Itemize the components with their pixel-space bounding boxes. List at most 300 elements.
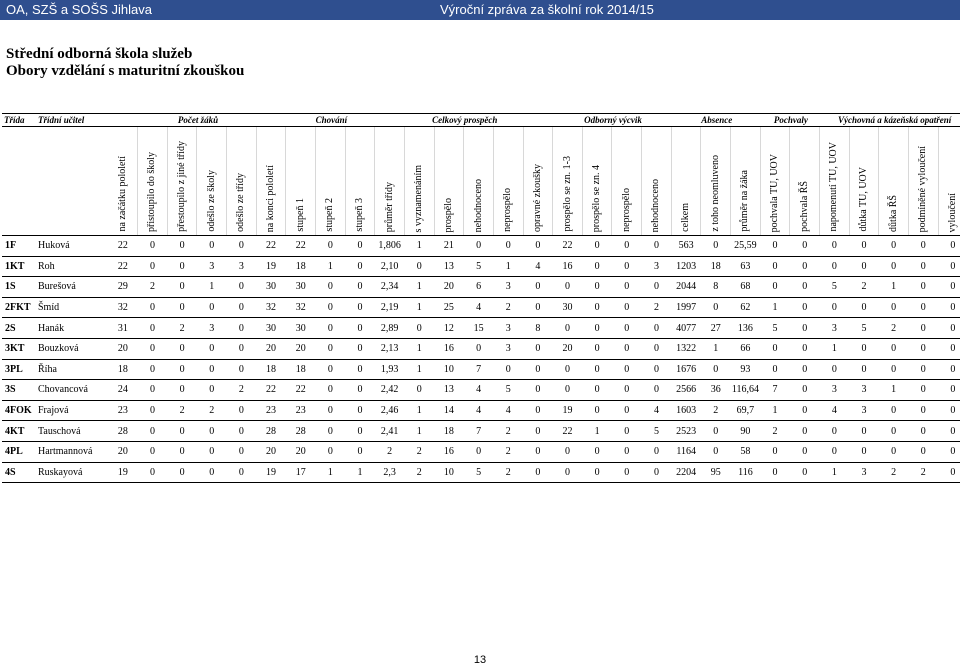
column-header [316, 127, 346, 236]
report-title: Výroční zpráva za školní rok 2014/15 [440, 2, 654, 17]
value-cell: 5 [642, 421, 672, 442]
value-cell: 0 [938, 256, 960, 277]
column-header-label: prospělo [442, 197, 454, 232]
value-cell: 2 [642, 297, 672, 318]
value-cell: 0 [345, 256, 375, 277]
value-cell: 0 [582, 380, 612, 401]
value-cell: 0 [908, 297, 938, 318]
group-pupil-count: Počet žáků [108, 114, 286, 127]
value-cell: 0 [908, 400, 938, 421]
column-header [879, 127, 909, 236]
value-cell: 1 [760, 400, 790, 421]
class-statistics-table [2, 113, 960, 483]
value-cell: 0 [167, 297, 197, 318]
column-header-label: důtka ŘŠ [887, 195, 899, 232]
value-cell: 0 [612, 338, 642, 359]
value-cell: 1203 [671, 256, 701, 277]
value-cell: 0 [820, 236, 850, 257]
value-cell: 0 [582, 256, 612, 277]
value-cell: 1 [404, 359, 434, 380]
value-cell: 0 [345, 318, 375, 339]
value-cell: 1164 [671, 441, 701, 462]
value-cell: 19 [256, 256, 286, 277]
blank-header [2, 127, 36, 236]
value-cell: 62 [731, 297, 761, 318]
value-cell: 0 [493, 359, 523, 380]
school-name: OA, SZŠ a SOŠS Jihlava [6, 2, 152, 17]
value-cell: 0 [642, 462, 672, 483]
value-cell: 16 [553, 256, 583, 277]
value-cell: 0 [316, 236, 346, 257]
value-cell: 1 [879, 380, 909, 401]
value-cell: 0 [138, 462, 168, 483]
value-cell: 0 [523, 380, 553, 401]
value-cell: 0 [582, 297, 612, 318]
value-cell: 20 [108, 338, 138, 359]
value-cell: 2 [138, 277, 168, 298]
value-cell: 1 [197, 277, 227, 298]
value-cell: 0 [849, 421, 879, 442]
column-header-label: pochvala ŘŠ [798, 181, 810, 232]
column-header-label: s vyznamenáním [413, 164, 425, 232]
value-cell: 1 [760, 297, 790, 318]
column-header [760, 127, 790, 236]
value-cell: 0 [701, 421, 731, 442]
value-cell: 4 [464, 400, 494, 421]
value-cell: 0 [790, 421, 820, 442]
column-header [493, 127, 523, 236]
value-cell: 0 [227, 462, 257, 483]
value-cell: 3 [197, 256, 227, 277]
teacher-cell: Bouzková [36, 338, 108, 359]
value-cell: 4 [464, 380, 494, 401]
value-cell: 24 [108, 380, 138, 401]
value-cell: 1 [316, 462, 346, 483]
value-cell: 0 [582, 338, 612, 359]
value-cell: 0 [227, 421, 257, 442]
value-cell: 0 [345, 297, 375, 318]
value-cell: 2566 [671, 380, 701, 401]
value-cell: 2 [879, 462, 909, 483]
value-cell: 31 [108, 318, 138, 339]
section-title: Střední odborná škola služeb [6, 46, 193, 62]
class-cell: 3KT [2, 338, 36, 359]
teacher-cell: Hartmannová [36, 441, 108, 462]
value-cell: 14 [434, 400, 464, 421]
value-cell: 1 [404, 421, 434, 442]
value-cell: 7 [464, 421, 494, 442]
value-cell: 0 [938, 462, 960, 483]
teacher-cell: Hanák [36, 318, 108, 339]
value-cell: 15 [464, 318, 494, 339]
group-behaviour: Chování [286, 114, 375, 127]
value-cell: 0 [908, 318, 938, 339]
value-cell: 2204 [671, 462, 701, 483]
column-header [553, 127, 583, 236]
table-row [2, 421, 960, 442]
value-cell: 2 [493, 441, 523, 462]
value-cell: 0 [167, 421, 197, 442]
value-cell: 0 [820, 421, 850, 442]
value-cell: 23 [108, 400, 138, 421]
value-cell: 0 [316, 421, 346, 442]
value-cell: 0 [612, 441, 642, 462]
value-cell: 0 [642, 380, 672, 401]
value-cell: 30 [256, 277, 286, 298]
value-cell: 2,10 [375, 256, 405, 277]
value-cell: 0 [345, 441, 375, 462]
value-cell: 0 [612, 318, 642, 339]
value-cell: 0 [908, 236, 938, 257]
value-cell: 0 [316, 338, 346, 359]
value-cell: 3 [820, 380, 850, 401]
value-cell: 0 [879, 338, 909, 359]
table-row [2, 380, 960, 401]
column-header [790, 127, 820, 236]
value-cell: 1 [345, 462, 375, 483]
column-header-label: stupeň 3 [354, 198, 365, 232]
column-header [434, 127, 464, 236]
class-cell: 1KT [2, 256, 36, 277]
value-cell: 0 [849, 359, 879, 380]
value-cell: 0 [849, 338, 879, 359]
value-cell: 0 [820, 441, 850, 462]
value-cell: 0 [138, 318, 168, 339]
value-cell: 32 [286, 297, 316, 318]
value-cell: 19 [256, 462, 286, 483]
value-cell: 0 [938, 236, 960, 257]
value-cell: 0 [879, 236, 909, 257]
value-cell: 5 [464, 462, 494, 483]
value-cell: 2 [375, 441, 405, 462]
value-cell: 3 [493, 277, 523, 298]
value-cell: 7 [464, 359, 494, 380]
value-cell: 1 [404, 297, 434, 318]
value-cell: 0 [464, 338, 494, 359]
column-header [108, 127, 138, 236]
value-cell: 0 [345, 236, 375, 257]
value-cell: 0 [138, 380, 168, 401]
value-cell: 0 [879, 421, 909, 442]
column-header [908, 127, 938, 236]
blank-header [36, 127, 108, 236]
value-cell: 1 [701, 338, 731, 359]
value-cell: 3 [820, 318, 850, 339]
column-header [197, 127, 227, 236]
value-cell: 93 [731, 359, 761, 380]
value-cell: 27 [701, 318, 731, 339]
value-cell: 0 [345, 400, 375, 421]
class-cell: 2FKT [2, 297, 36, 318]
value-cell: 0 [642, 318, 672, 339]
value-cell: 0 [582, 462, 612, 483]
value-cell: 90 [731, 421, 761, 442]
value-cell: 5 [820, 277, 850, 298]
value-cell: 95 [701, 462, 731, 483]
value-cell: 0 [523, 359, 553, 380]
column-header [642, 127, 672, 236]
value-cell: 10 [434, 359, 464, 380]
value-cell: 2 [701, 400, 731, 421]
teacher-cell: Říha [36, 359, 108, 380]
value-cell: 0 [642, 338, 672, 359]
value-cell: 0 [701, 359, 731, 380]
value-cell: 7 [760, 380, 790, 401]
column-header-row [2, 127, 960, 236]
value-cell: 3 [642, 256, 672, 277]
value-cell: 0 [316, 318, 346, 339]
value-cell: 0 [345, 359, 375, 380]
value-cell: 0 [760, 338, 790, 359]
value-cell: 19 [553, 400, 583, 421]
value-cell: 1 [316, 256, 346, 277]
value-cell: 22 [256, 380, 286, 401]
value-cell: 22 [553, 236, 583, 257]
value-cell: 23 [286, 400, 316, 421]
value-cell: 4 [642, 400, 672, 421]
value-cell: 0 [790, 236, 820, 257]
value-cell: 0 [879, 359, 909, 380]
value-cell: 32 [256, 297, 286, 318]
value-cell: 2,3 [375, 462, 405, 483]
value-cell: 1 [879, 277, 909, 298]
class-cell: 3PL [2, 359, 36, 380]
value-cell: 0 [138, 400, 168, 421]
column-header-label: na konci pololetí [265, 164, 277, 232]
column-header-label: stupeň 1 [294, 198, 306, 232]
teacher-cell: Frajová [36, 400, 108, 421]
value-cell: 69,7 [731, 400, 761, 421]
table-row [2, 359, 960, 380]
value-cell: 0 [642, 441, 672, 462]
column-header-label: podmíněné vyloučení [917, 145, 929, 232]
value-cell: 136 [731, 318, 761, 339]
value-cell: 0 [227, 441, 257, 462]
value-cell: 0 [227, 338, 257, 359]
value-cell: 0 [790, 338, 820, 359]
column-header-label: vyloučení [946, 192, 958, 232]
value-cell: 0 [849, 297, 879, 318]
value-cell: 0 [612, 400, 642, 421]
table-row [2, 256, 960, 277]
value-cell: 0 [493, 236, 523, 257]
value-cell: 2 [167, 400, 197, 421]
value-cell: 0 [612, 256, 642, 277]
column-header [404, 127, 434, 236]
value-cell: 0 [879, 441, 909, 462]
value-cell: 17 [286, 462, 316, 483]
value-cell: 0 [404, 318, 434, 339]
column-header [138, 127, 168, 236]
value-cell: 0 [790, 400, 820, 421]
value-cell: 0 [760, 277, 790, 298]
class-cell: 1F [2, 236, 36, 257]
value-cell: 0 [908, 256, 938, 277]
value-cell: 0 [523, 297, 553, 318]
value-cell: 0 [197, 359, 227, 380]
value-cell: 18 [286, 359, 316, 380]
value-cell: 5 [464, 256, 494, 277]
value-cell: 0 [938, 359, 960, 380]
value-cell: 3 [849, 462, 879, 483]
value-cell: 2 [404, 462, 434, 483]
value-cell: 0 [167, 380, 197, 401]
value-cell: 30 [286, 277, 316, 298]
value-cell: 0 [227, 359, 257, 380]
value-cell: 0 [582, 359, 612, 380]
value-cell: 0 [316, 380, 346, 401]
group-disciplinary-measures: Výchovná a kázeňská opatření [820, 114, 960, 127]
value-cell: 2 [493, 421, 523, 442]
column-header-label: neprospělo [502, 188, 514, 232]
value-cell: 20 [434, 277, 464, 298]
value-cell: 1,806 [375, 236, 405, 257]
group-class: Třída [2, 114, 36, 127]
value-cell: 18 [701, 256, 731, 277]
value-cell: 32 [108, 297, 138, 318]
value-cell: 0 [197, 462, 227, 483]
value-cell: 1 [404, 277, 434, 298]
value-cell: 2,46 [375, 400, 405, 421]
value-cell: 0 [582, 318, 612, 339]
value-cell: 25 [434, 297, 464, 318]
value-cell: 8 [701, 277, 731, 298]
value-cell: 19 [108, 462, 138, 483]
value-cell: 0 [790, 277, 820, 298]
value-cell: 0 [701, 236, 731, 257]
value-cell: 30 [256, 318, 286, 339]
value-cell: 0 [612, 277, 642, 298]
column-header [523, 127, 553, 236]
column-header [582, 127, 612, 236]
value-cell: 116 [731, 462, 761, 483]
value-cell: 0 [167, 256, 197, 277]
column-header [167, 127, 197, 236]
value-cell: 0 [523, 338, 553, 359]
value-cell: 0 [908, 441, 938, 462]
class-cell: 4FOK [2, 400, 36, 421]
value-cell: 0 [464, 441, 494, 462]
group-vocational-training: Odborný výcvik [553, 114, 672, 127]
class-cell: 3S [2, 380, 36, 401]
group-praise: Pochvaly [760, 114, 819, 127]
value-cell: 2 [493, 462, 523, 483]
value-cell: 0 [612, 359, 642, 380]
value-cell: 2 [760, 421, 790, 442]
value-cell: 0 [523, 236, 553, 257]
value-cell: 0 [138, 297, 168, 318]
column-header-label: pochvala TU, UOV [769, 153, 781, 232]
value-cell: 58 [731, 441, 761, 462]
column-header-label: přestoupilo z jiné třídy [176, 141, 188, 232]
value-cell: 0 [523, 462, 553, 483]
value-cell: 20 [256, 338, 286, 359]
value-cell: 0 [227, 297, 257, 318]
value-cell: 4077 [671, 318, 701, 339]
value-cell: 16 [434, 441, 464, 462]
value-cell: 0 [404, 380, 434, 401]
value-cell: 0 [316, 441, 346, 462]
value-cell: 0 [612, 380, 642, 401]
value-cell: 0 [908, 338, 938, 359]
value-cell: 1322 [671, 338, 701, 359]
value-cell: 0 [820, 256, 850, 277]
teacher-cell: Burešová [36, 277, 108, 298]
value-cell: 3 [493, 318, 523, 339]
column-header-label: napomenutí TU, UOV [828, 142, 840, 232]
value-cell: 0 [879, 297, 909, 318]
value-cell: 0 [760, 256, 790, 277]
column-header [256, 127, 286, 236]
value-cell: 2,13 [375, 338, 405, 359]
column-header [375, 127, 405, 236]
value-cell: 0 [197, 297, 227, 318]
value-cell: 20 [256, 441, 286, 462]
value-cell: 4 [493, 400, 523, 421]
column-header [286, 127, 316, 236]
value-cell: 0 [316, 297, 346, 318]
value-cell: 0 [553, 318, 583, 339]
value-cell: 3 [227, 256, 257, 277]
value-cell: 22 [256, 236, 286, 257]
class-cell: 4PL [2, 441, 36, 462]
value-cell: 0 [938, 277, 960, 298]
value-cell: 13 [434, 380, 464, 401]
column-header-label: z toho neomluveno [709, 155, 721, 232]
value-cell: 0 [138, 256, 168, 277]
value-cell: 0 [790, 441, 820, 462]
value-cell: 4 [523, 256, 553, 277]
value-cell: 0 [553, 462, 583, 483]
value-cell: 0 [760, 462, 790, 483]
value-cell: 3 [493, 338, 523, 359]
value-cell: 30 [553, 297, 583, 318]
value-cell: 1 [582, 421, 612, 442]
value-cell: 63 [731, 256, 761, 277]
value-cell: 0 [167, 462, 197, 483]
value-cell: 1603 [671, 400, 701, 421]
value-cell: 0 [612, 236, 642, 257]
value-cell: 0 [345, 380, 375, 401]
value-cell: 0 [553, 359, 583, 380]
class-cell: 1S [2, 277, 36, 298]
value-cell: 1 [820, 338, 850, 359]
value-cell: 0 [167, 441, 197, 462]
value-cell: 0 [138, 421, 168, 442]
value-cell: 0 [849, 256, 879, 277]
value-cell: 22 [108, 256, 138, 277]
value-cell: 0 [523, 421, 553, 442]
value-cell: 0 [612, 297, 642, 318]
group-overall-result: Celkový prospěch [375, 114, 553, 127]
teacher-cell: Chovancová [36, 380, 108, 401]
value-cell: 0 [612, 462, 642, 483]
column-header-label: průměr na žáka [739, 170, 751, 232]
value-cell: 2 [849, 277, 879, 298]
value-cell: 0 [938, 338, 960, 359]
value-cell: 0 [582, 441, 612, 462]
teacher-cell: Ruskayová [36, 462, 108, 483]
value-cell: 1 [404, 400, 434, 421]
value-cell: 1676 [671, 359, 701, 380]
column-header [612, 127, 642, 236]
value-cell: 0 [938, 421, 960, 442]
value-cell: 28 [108, 421, 138, 442]
value-cell: 13 [434, 256, 464, 277]
column-header-label: odešlo ze školy [205, 170, 217, 232]
value-cell: 3 [849, 400, 879, 421]
value-cell: 28 [286, 421, 316, 442]
